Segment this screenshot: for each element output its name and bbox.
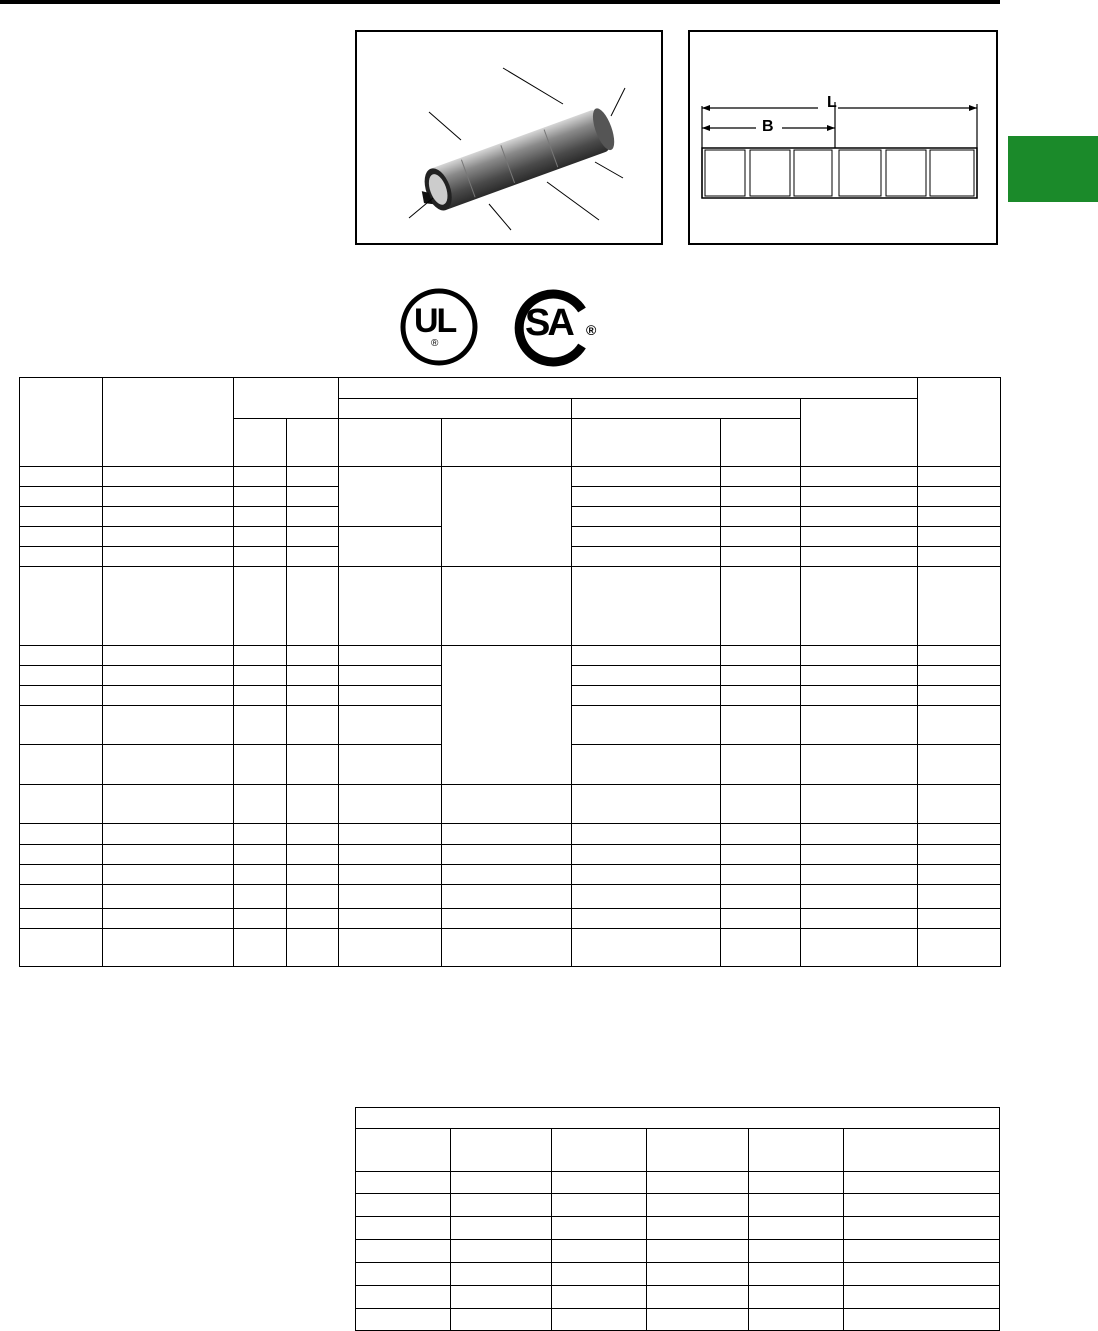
header-cell <box>442 419 572 467</box>
table-row <box>20 929 1001 967</box>
header-cell <box>234 378 339 419</box>
table-row <box>20 567 1001 646</box>
table-row <box>20 824 1001 845</box>
table-row <box>20 646 1001 666</box>
dimension-l-label: L <box>827 94 837 111</box>
header-cell <box>356 1129 451 1172</box>
csa-registered-mark: ® <box>586 322 597 338</box>
table-row <box>20 885 1001 909</box>
dimension-table <box>355 1107 1000 1331</box>
splice-connector-photo <box>357 32 661 243</box>
header-cell <box>451 1129 552 1172</box>
header-cell <box>572 399 801 419</box>
table-row <box>356 1263 1000 1286</box>
csa-mark-text: SA <box>525 302 572 344</box>
table-row <box>356 1172 1000 1194</box>
table-row <box>20 909 1001 929</box>
ul-certification-logo <box>400 288 478 366</box>
table-row <box>356 1286 1000 1309</box>
header-cell <box>647 1129 749 1172</box>
table-row <box>356 1217 1000 1240</box>
top-rule <box>0 0 1000 4</box>
ul-registered-mark: ® <box>431 338 439 349</box>
header-cell <box>339 378 918 399</box>
table-row <box>20 845 1001 865</box>
table-row <box>356 1194 1000 1217</box>
header-cell <box>20 378 103 467</box>
product-photo-panel <box>355 30 663 245</box>
header-cell <box>749 1129 844 1172</box>
header-cell <box>234 419 287 467</box>
dimension-b-label: B <box>762 118 774 135</box>
header-cell <box>918 378 1001 467</box>
header-cell <box>287 419 339 467</box>
dimension-drawing <box>690 32 996 243</box>
header-cell <box>339 399 572 419</box>
spec-table <box>19 377 1001 967</box>
table-row <box>20 785 1001 824</box>
header-cell <box>356 1108 1000 1129</box>
header-cell <box>103 378 234 467</box>
header-cell <box>339 419 442 467</box>
section-tab <box>1008 136 1098 202</box>
dimension-drawing-panel <box>688 30 998 245</box>
header-cell <box>721 419 801 467</box>
table-row <box>20 865 1001 885</box>
table-row <box>356 1309 1000 1331</box>
header-cell <box>844 1129 1000 1172</box>
table-row <box>356 1240 1000 1263</box>
ul-mark-text: UL <box>414 302 456 340</box>
csa-certification-logo <box>512 288 597 368</box>
table-row <box>20 467 1001 487</box>
header-cell <box>552 1129 647 1172</box>
header-cell <box>801 399 918 467</box>
header-cell <box>572 419 721 467</box>
